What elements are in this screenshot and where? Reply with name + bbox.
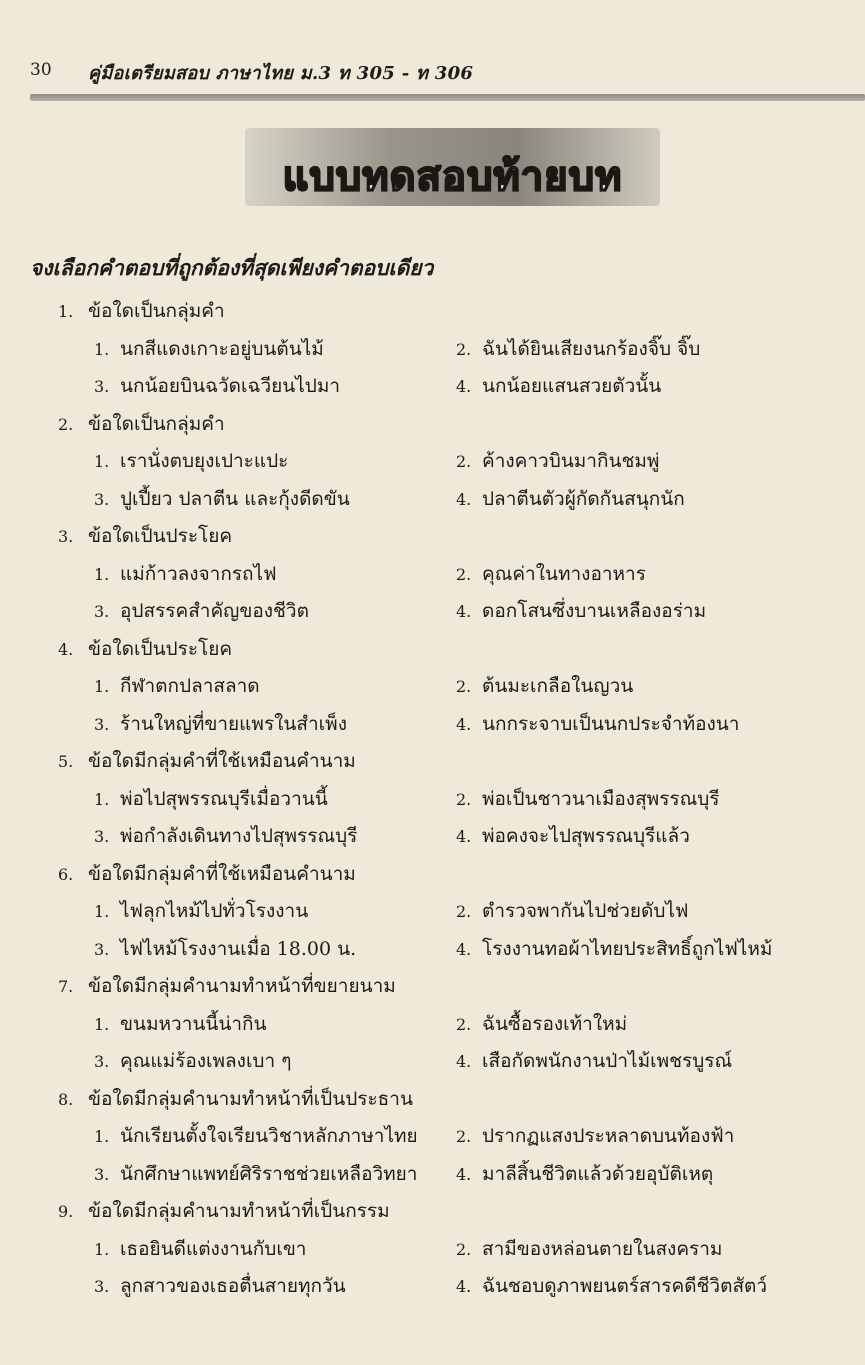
option-text: พ่อไปสุพรรณบุรีเมื่อวานนี้	[120, 787, 328, 810]
answer-option	[94, 896, 308, 926]
answer-option	[456, 671, 633, 701]
answer-option	[456, 596, 706, 626]
answer-option	[456, 1046, 732, 1076]
book-title: คู่มือเตรียมสอบ ภาษาไทย ม.3 ท 305 - ท 306	[88, 63, 474, 84]
answer-option	[456, 559, 646, 589]
question-number: 3.	[58, 527, 74, 546]
option-number: 1.	[94, 339, 110, 359]
page-number: 30	[30, 60, 52, 80]
option-number: 4.	[456, 1277, 472, 1296]
option-text: ฉันชอบดูภาพยนตร์สารคดีชีวิตสัตว์	[482, 1275, 768, 1297]
option-text: ตำรวจพากันไปช่วยดับไฟ	[482, 900, 689, 922]
option-text: ฉันซื้อรองเท้าใหม่	[482, 1012, 628, 1035]
option-number: 3.	[94, 827, 110, 846]
option-text: ไฟไหม้โรงงานเมื่อ 18.00 น.	[120, 937, 357, 960]
answer-option	[94, 821, 357, 851]
question-text: ข้อใดมีกลุ่มคำที่ใช้เหมือนคำนาม	[88, 750, 356, 772]
question-1	[58, 296, 225, 326]
option-number: 3.	[94, 1164, 110, 1184]
option-number: 2.	[456, 1014, 472, 1034]
answer-option	[456, 934, 772, 964]
option-text: ไฟลุกไหม้ไปทั่วโรงงาน	[120, 900, 309, 922]
option-text: นกกระจาบเป็นนกประจำท้องนา	[482, 712, 740, 735]
answer-option	[94, 934, 356, 964]
option-number: 3.	[94, 489, 110, 509]
option-text: ปลาตีนตัวผู้กัดกันสนุกนัก	[482, 487, 685, 510]
option-text: สามีของหล่อนตายในสงคราม	[482, 1237, 723, 1260]
header-rule	[30, 94, 865, 101]
page-header	[30, 56, 850, 90]
option-text: พ่อกำลังเดินทางไปสุพรรณบุรี	[120, 825, 358, 847]
option-text: คุณค่าในทางอาหาร	[482, 562, 646, 585]
answer-option	[94, 1271, 346, 1301]
option-number: 4.	[456, 602, 472, 621]
question-text: ข้อใดเป็นประโยค	[88, 637, 233, 660]
question-number: 6.	[58, 864, 74, 884]
option-number: 3.	[94, 377, 110, 396]
answer-option	[456, 1009, 627, 1039]
option-text: ต้นมะเกลือในญวน	[482, 675, 634, 697]
option-number: 4.	[456, 827, 472, 846]
question-text: ข้อใดเป็นประโยค	[88, 525, 233, 547]
answer-option	[94, 1121, 418, 1151]
answer-option	[456, 1159, 713, 1189]
answer-option	[456, 484, 685, 514]
option-number: 2.	[456, 677, 472, 696]
option-text: โรงงานทอผ้าไทยประสิทธิ์ถูกไฟไหม้	[482, 937, 773, 960]
question-2	[58, 409, 225, 439]
answer-option	[94, 709, 347, 739]
option-number: 1.	[94, 452, 110, 471]
option-text: เสือกัดพนักงานป่าไม้เพชรบูรณ์	[482, 1050, 733, 1072]
option-text: ร้านใหญ่ที่ขายแพรในสำเพ็ง	[120, 712, 347, 735]
answer-option	[456, 1121, 734, 1151]
option-text: ลูกสาวของเธอตื่นสายทุกวัน	[120, 1275, 346, 1297]
question-8	[58, 1084, 413, 1114]
option-number: 2.	[456, 902, 472, 921]
answer-option	[456, 1234, 722, 1264]
option-number: 2.	[456, 339, 472, 359]
option-text: นกน้อยบินฉวัดเฉวียนไปมา	[120, 375, 341, 397]
question-text: ข้อใดมีกลุ่มคำนามทำหน้าที่เป็นประธาน	[88, 1087, 413, 1110]
answer-option	[94, 484, 350, 514]
answer-option	[94, 559, 277, 589]
answer-option	[456, 1271, 767, 1301]
instruction-text: จงเลือกคำตอบที่ถูกต้องที่สุดเพียงคำตอบเดียว	[30, 255, 434, 280]
option-number: 4.	[456, 489, 472, 509]
option-text: นกน้อยแสนสวยตัวนั้น	[482, 375, 662, 397]
option-text: นักเรียนตั้งใจเรียนวิชาหลักภาษาไทย	[120, 1125, 418, 1147]
option-number: 4.	[456, 377, 472, 396]
option-number: 2.	[456, 564, 472, 584]
option-number: 3.	[94, 1277, 110, 1296]
answer-option	[94, 334, 324, 364]
option-number: 4.	[456, 1164, 472, 1184]
option-text: แม่ก้าวลงจากรถไฟ	[120, 562, 277, 585]
answer-option	[94, 1046, 291, 1076]
question-4	[58, 634, 232, 664]
option-number: 2.	[456, 452, 472, 471]
question-6	[58, 859, 356, 889]
answer-option	[94, 1159, 417, 1189]
option-text: มาลีสิ้นชีวิตแล้วด้วยอุบัติเหตุ	[482, 1162, 714, 1185]
option-number: 1.	[94, 677, 110, 696]
answer-option	[456, 446, 659, 476]
answer-option	[94, 671, 260, 701]
answer-option	[456, 784, 720, 814]
answer-option	[94, 596, 309, 626]
option-text: ดอกโสนซึ่งบานเหลืองอร่าม	[482, 600, 707, 622]
option-text: ปรากฏแสงประหลาดบนท้องฟ้า	[482, 1125, 735, 1147]
option-text: ค้างคาวบินมากินชมพู่	[482, 450, 660, 472]
answer-option	[456, 334, 700, 364]
question-number: 9.	[58, 1202, 74, 1221]
option-text: นักศึกษาแพทย์ศิริราชช่วยเหลือวิทยา	[120, 1162, 418, 1185]
question-3	[58, 521, 232, 551]
option-number: 1.	[94, 789, 110, 809]
answer-option	[94, 371, 340, 401]
option-text: ขนมหวานนี้น่ากิน	[120, 1012, 267, 1035]
answer-option	[456, 709, 739, 739]
section-banner	[245, 128, 660, 206]
option-text: เธอยินดีแต่งงานกับเขา	[120, 1237, 307, 1260]
question-text: ข้อใดเป็นกลุ่มคำ	[88, 412, 225, 435]
answer-option	[94, 1009, 267, 1039]
question-text: ข้อใดเป็นกลุ่มคำ	[88, 300, 225, 322]
option-number: 1.	[94, 1239, 110, 1259]
option-text: อุปสรรคสำคัญของชีวิต	[120, 600, 309, 622]
question-text: ข้อใดมีกลุ่มคำนามทำหน้าที่เป็นกรรม	[88, 1200, 390, 1222]
option-text: คุณแม่ร้องเพลงเบา ๆ	[120, 1050, 292, 1072]
question-number: 5.	[58, 752, 74, 771]
option-number: 2.	[456, 789, 472, 809]
option-text: นกสีแดงเกาะอยู่บนต้นไม้	[120, 337, 324, 360]
option-text: เรานั่งตบยุงเปาะแปะ	[120, 450, 289, 472]
question-number: 1.	[58, 302, 74, 321]
question-number: 7.	[58, 977, 74, 996]
option-number: 2.	[456, 1239, 472, 1259]
option-number: 3.	[94, 602, 110, 621]
option-number: 1.	[94, 564, 110, 584]
option-number: 2.	[456, 1127, 472, 1146]
option-number: 3.	[94, 939, 110, 959]
answer-option	[94, 784, 328, 814]
question-5	[58, 746, 356, 776]
question-number: 4.	[58, 639, 74, 659]
option-text: พ่อเป็นชาวนาเมืองสุพรรณบุรี	[482, 787, 720, 810]
question-number: 2.	[58, 414, 74, 434]
answer-option	[456, 371, 661, 401]
option-number: 3.	[94, 714, 110, 734]
question-text: ข้อใดมีกลุ่มคำนามทำหน้าที่ขยายนาม	[88, 975, 396, 997]
answer-option	[456, 896, 688, 926]
option-number: 4.	[456, 1052, 472, 1071]
option-number: 4.	[456, 714, 472, 734]
option-number: 1.	[94, 902, 110, 921]
option-number: 1.	[94, 1127, 110, 1146]
option-text: พ่อคงจะไปสุพรรณบุรีแล้ว	[482, 825, 690, 847]
answer-option	[94, 1234, 306, 1264]
option-number: 4.	[456, 939, 472, 959]
option-number: 3.	[94, 1052, 110, 1071]
question-9	[58, 1196, 390, 1226]
option-text: ปูเปี้ยว ปลาตีน และกุ้งดีดขัน	[120, 487, 350, 510]
option-text: กีฬาตกปลาสลาด	[120, 675, 260, 697]
answer-option	[456, 821, 690, 851]
question-number: 8.	[58, 1089, 74, 1109]
option-number: 1.	[94, 1014, 110, 1034]
question-7	[58, 971, 396, 1001]
option-text: ฉันได้ยินเสียงนกร้องจิ๊บ จิ๊บ	[482, 337, 701, 360]
question-text: ข้อใดมีกลุ่มคำที่ใช้เหมือนคำนาม	[88, 862, 356, 885]
section-title: แบบทดสอบท้ายบท	[282, 154, 623, 200]
answer-option	[94, 446, 288, 476]
